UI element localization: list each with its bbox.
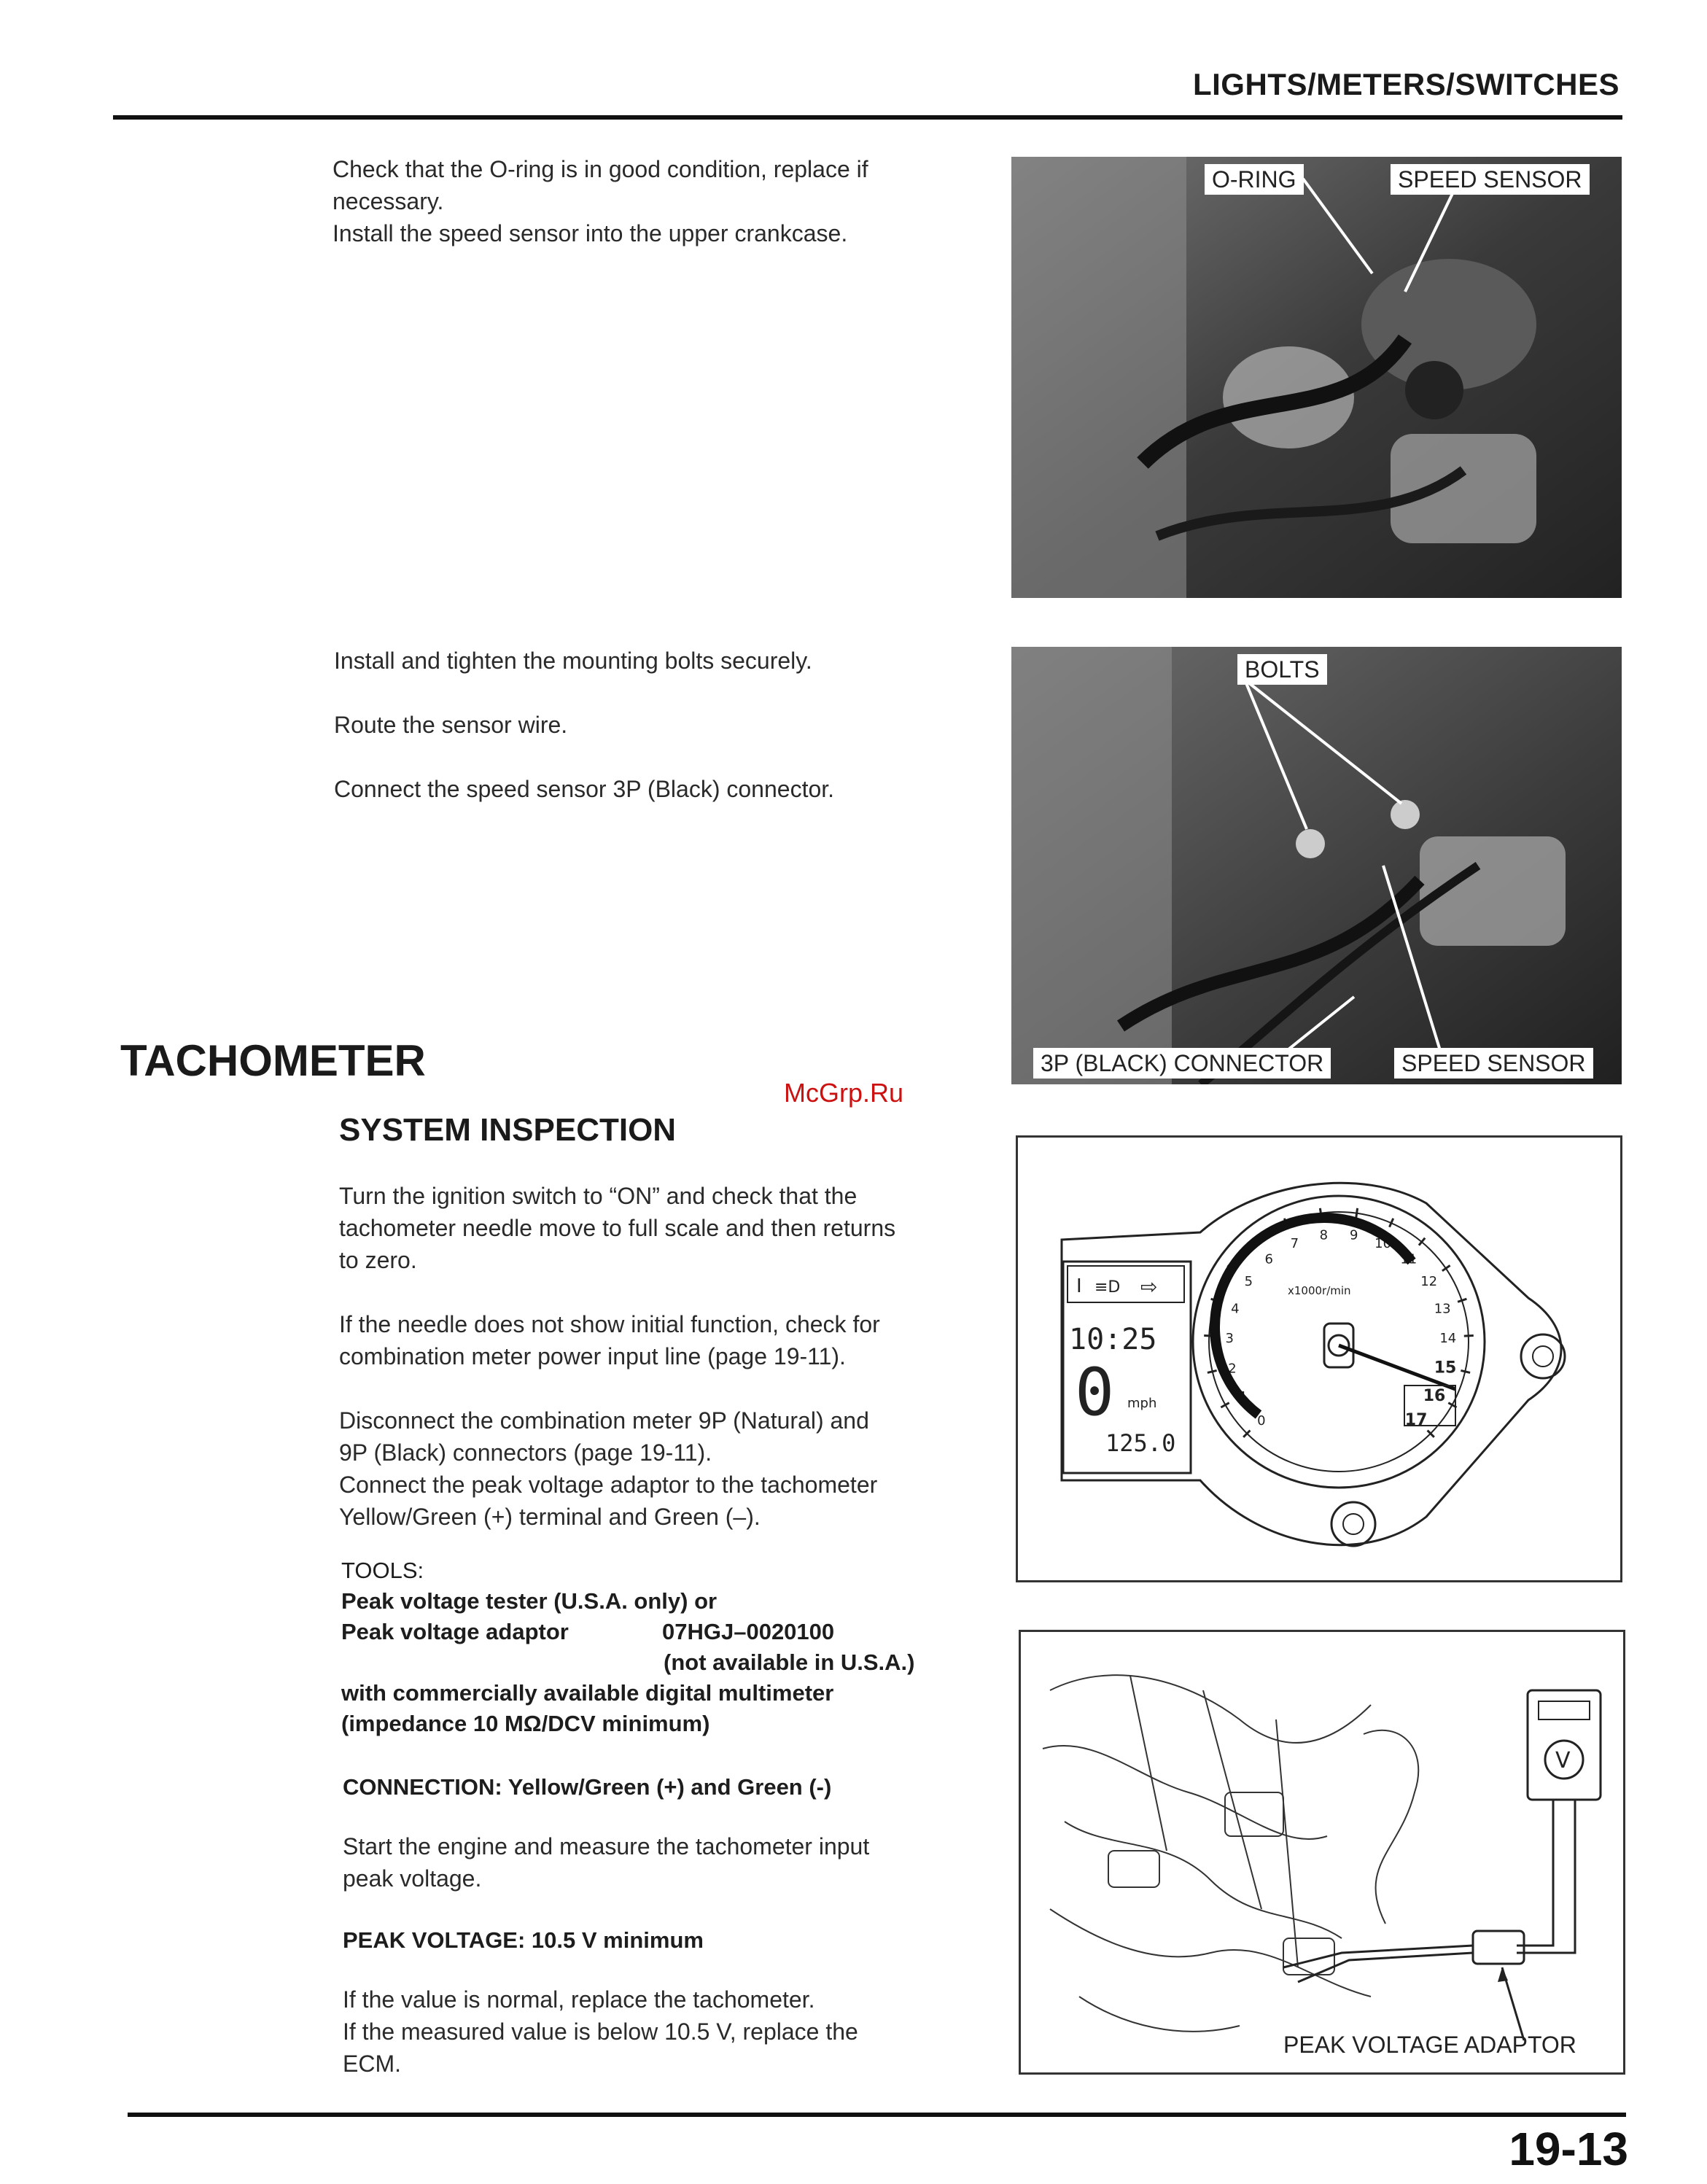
tach-p3-line2: 9P (Black) connectors (page 19-11). [339,1439,712,1466]
tools-line3: (not available in U.S.A.) [664,1649,915,1675]
photo-speed-sensor-install [1011,157,1622,598]
adaptor-box [1473,1931,1524,1964]
gauge-tick-label: 4 [1231,1301,1240,1317]
label-o-ring: O-RING [1205,164,1304,195]
tools-name: Peak voltage adaptor [341,1619,569,1644]
gauge-tick-label: 11 [1400,1251,1418,1267]
system-inspection-title: SYSTEM INSPECTION [339,1112,677,1148]
tach-p2 [339,1308,995,1372]
tach-p3-line4: Yellow/Green (+) terminal and Green (–). [339,1504,761,1530]
block1-line-1: Check that the O-ring is in good condition, replace if [333,156,868,182]
block2-p2: Route the sensor wire. [334,712,568,738]
gauge-tick-label: 7 [1290,1235,1299,1251]
svg-text:≡D: ≡D [1094,1278,1121,1297]
svg-text:I: I [1076,1275,1082,1297]
tach-p1 [339,1180,995,1276]
label-3p-connector: 3P (BLACK) CONNECTOR [1033,1048,1331,1079]
label-speed-sensor-1: SPEED SENSOR [1391,164,1590,195]
gauge-tick-label: 13 [1434,1301,1451,1317]
tools-heading: TOOLS: [341,1558,424,1583]
tach-p1-line1: Turn the ignition switch to “ON” and check that the [339,1183,858,1209]
gauge-tick-mark [1458,1299,1466,1302]
label-bolts: BOLTS [1237,654,1327,685]
tach-p1-line2: tachometer needle move to full scale and then returns [339,1215,896,1241]
section-header: LIGHTS/METERS/SWITCHES [1192,67,1619,101]
tools-line4: with commercially available digital multimeter [341,1680,834,1706]
page-number: 19-13 [1509,2123,1628,2175]
gauge-tick-label: 12 [1420,1274,1438,1290]
connection-text: CONNECTION: Yellow/Green (+) and Green (-) [343,1774,832,1800]
footer-rule [128,2113,1626,2117]
block1-text [333,153,989,249]
tach-p4-line2: peak voltage. [343,1865,482,1892]
connection-line [343,1772,831,1803]
gauge-tick-mark [1356,1208,1358,1218]
meter-housing [1062,1183,1561,1544]
tach-p3-line3: Connect the peak voltage adaptor to the tachometer [339,1472,878,1498]
watermark: McGrp.Ru [784,1078,904,1108]
adaptor-diagram [1019,1630,1625,2075]
gauge-tick-label: 3 [1225,1331,1234,1347]
gauge-tick-label: 14 [1439,1331,1457,1347]
gauge-tick-label: 2 [1228,1361,1237,1377]
tach-p4-line1: Start the engine and measure the tachometer input [343,1833,870,1859]
engine-sketch [1043,1675,1418,2032]
tach-p5-line3: ECM. [343,2051,401,2077]
gauge-tick-label: 17 [1404,1411,1428,1430]
tachometer-title: TACHOMETER [120,1036,426,1085]
gauge-tick-label: 5 [1244,1274,1253,1290]
lcd-clock: 10:25 [1069,1323,1157,1356]
tach-p3-line1: Disconnect the combination meter 9P (Natural) and [339,1407,869,1434]
gauge-tick-label: 1 [1239,1389,1248,1404]
multimeter-symbol: V [1555,1748,1571,1773]
tach-p5-line1: If the value is normal, replace the tachometer. [343,1986,815,2013]
label-peak-voltage-adaptor: PEAK VOLTAGE ADAPTOR [1283,2032,1576,2058]
combination-meter-drawing [1018,1138,1620,1580]
gauge-tick-mark [1464,1336,1474,1337]
gauge-unit: x1000r/min [1288,1284,1351,1297]
photo-2-illustration [1011,647,1622,1084]
gauge-tick-mark [1461,1370,1470,1372]
lcd-odo: 125.0 [1105,1429,1176,1457]
gauge-tick-label: 10 [1374,1235,1392,1251]
gauge-tick-mark [1208,1370,1217,1372]
block2-p1: Install and tighten the mounting bolts securely. [334,648,812,674]
block1-line-2: necessary. [333,188,444,214]
gauge-tick-label: 9 [1349,1227,1358,1243]
tools-code: 07HGJ–0020100 [662,1619,835,1644]
tach-p2-line1: If the needle does not show initial function, check for [339,1311,880,1337]
lcd-speed: 0 [1075,1354,1115,1431]
peak-voltage-text: PEAK VOLTAGE: 10.5 V minimum [343,1927,704,1953]
header-rule [113,115,1622,120]
tools-line2 [341,1617,998,1647]
tach-p3 [339,1404,995,1533]
peak-voltage-line [343,1925,704,1956]
tools-block [341,1555,998,1739]
block1-line-3: Install the speed sensor into the upper crankcase. [333,220,848,246]
gauge-tick-label: 6 [1264,1251,1273,1267]
tach-p1-line3: to zero. [339,1247,417,1273]
photo-1-illustration [1011,157,1622,598]
meter-diagram [1016,1135,1622,1582]
tools-line5: (impedance 10 MΩ/DCV minimum) [341,1711,710,1736]
lcd-speed-unit: mph [1127,1396,1157,1411]
tachometer-body [339,1180,995,1565]
gauge-tick-label: 8 [1319,1227,1329,1243]
tach-p2-line2: combination meter power input line (page 19-11). [339,1343,846,1369]
gauge-tick-label: 16 [1423,1387,1446,1405]
block2-text [334,645,990,805]
gauge-tick-label: 0 [1257,1413,1266,1429]
tach-p5 [343,1983,999,2080]
tools-line1: Peak voltage tester (U.S.A. only) or [341,1588,718,1614]
label-speed-sensor-2: SPEED SENSOR [1394,1048,1593,1079]
gauge-tick-label: 15 [1434,1359,1457,1377]
photo-bolts-connector [1011,647,1622,1084]
svg-text:⇨: ⇨ [1140,1275,1158,1299]
tach-p5-line2: If the measured value is below 10.5 V, replace the [343,2018,858,2045]
adaptor-drawing [1021,1632,1623,2072]
tach-p4 [343,1830,999,1895]
block2-p3: Connect the speed sensor 3P (Black) connector. [334,776,835,802]
